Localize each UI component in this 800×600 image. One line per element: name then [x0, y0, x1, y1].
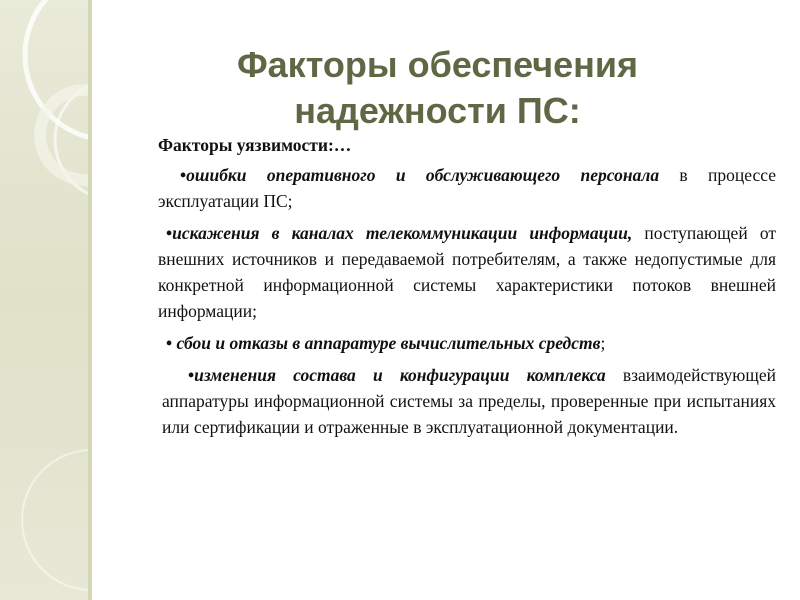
slide-content	[158, 132, 776, 446]
item-emphasis: ошибки оперативного и обслуживающего персонала	[186, 165, 660, 185]
bullet: •	[166, 223, 173, 243]
item-emphasis: изменения состава и конфигурации комплекса	[194, 365, 606, 385]
bullet: •	[180, 165, 187, 185]
item-emphasis: искажения в каналах телекоммуникации информации,	[172, 223, 633, 243]
decorative-side-panel	[0, 0, 88, 600]
item-text: поступающей от внешних источников и передаваемой потребителям, а также недопустимые для конкретной информационной системы характеристики потоков внешней информации;	[158, 223, 776, 321]
decorative-rings	[0, 0, 88, 600]
bullet: •	[188, 365, 195, 385]
item-emphasis: сбои и отказы в аппаратуре вычислительных средств	[176, 333, 601, 353]
list-item-hardware-failures	[158, 330, 776, 356]
title-line-1: Факторы обеспечения	[236, 44, 639, 85]
list-item-operator-errors	[158, 162, 776, 214]
bullet: •	[166, 333, 177, 353]
item-text: в процессе эксплуатации ПС;	[158, 165, 776, 211]
slide-title	[160, 42, 715, 134]
subtitle: Факторы уязвимости:…	[158, 135, 352, 155]
list-item-channel-distortions	[158, 220, 776, 324]
list-item-configuration-changes	[162, 362, 776, 440]
side-divider	[88, 0, 92, 600]
title-line-2: надежности ПС:	[294, 90, 581, 131]
item-text: ;	[600, 333, 606, 353]
item-text: взаимодействующей аппаратуры информационной системы за пределы, проверенные при испытаниях или сертификации и отраженные в эксплуатационной документации.	[162, 365, 776, 437]
